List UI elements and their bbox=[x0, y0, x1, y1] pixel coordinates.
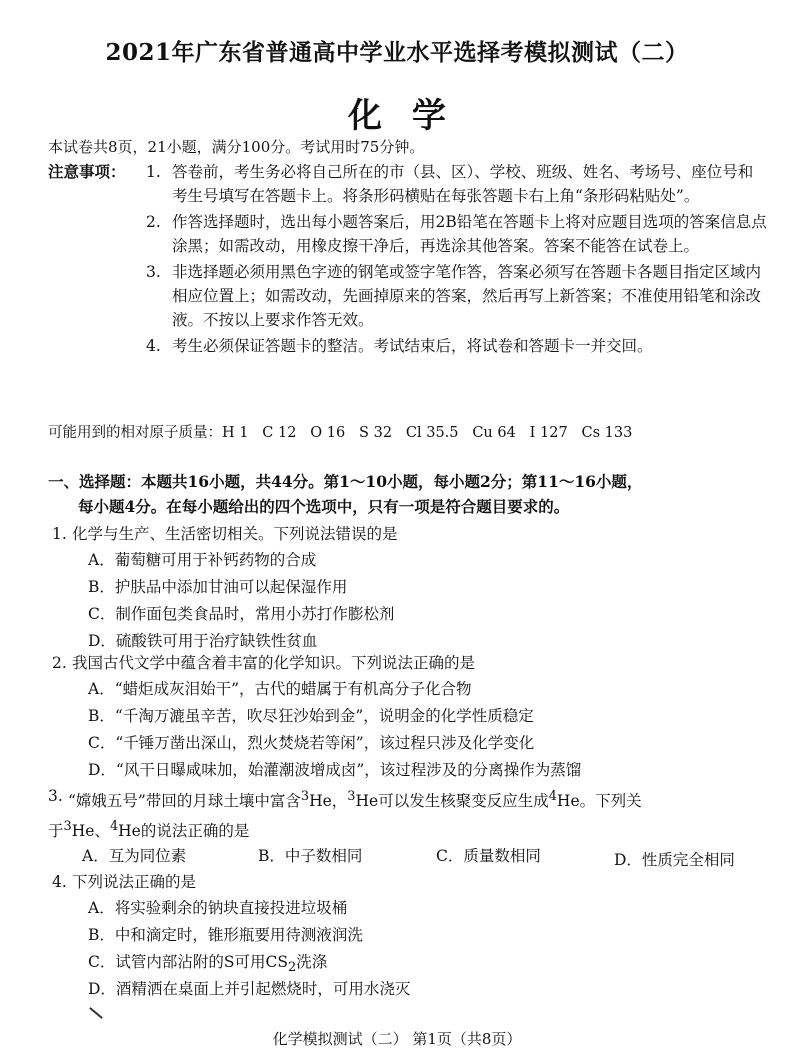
option-b: B．“千淘万漉虽辛苦，吹尽狂沙始到金”，说明金的化学性质稳定 bbox=[88, 707, 534, 725]
question-text: 化学与生产、生活密切相关。下列说法错误的是 bbox=[72, 525, 398, 543]
option-a: A．互为同位素 bbox=[82, 847, 187, 866]
exam-title: 2021年广东省普通高中学业水平选择考模拟测试（二） bbox=[105, 39, 689, 66]
mass-number: 4 bbox=[109, 819, 119, 835]
mass-number: 3 bbox=[63, 819, 72, 835]
page-footer: 化学模拟测试（二） 第1页（共8页） bbox=[272, 1030, 522, 1048]
note-item bbox=[146, 334, 768, 358]
note-text: 考生必须保证答题卡的整洁。考试结束后，将试卷和答题卡一并交回。 bbox=[172, 337, 653, 355]
options-row bbox=[48, 844, 768, 872]
pen-mark bbox=[89, 1007, 103, 1019]
question-text: He。下列关 bbox=[556, 792, 642, 811]
note-item bbox=[146, 260, 768, 332]
option-d: D．酒精洒在桌面上并引起燃烧时，可用水浇灭 bbox=[88, 980, 411, 998]
question-stem bbox=[52, 651, 772, 676]
question-4 bbox=[52, 870, 772, 1003]
exam-intro: 本试卷共8页，21小题，满分100分。考试用时75分钟。 bbox=[48, 138, 425, 156]
mass-number: 3 bbox=[347, 789, 356, 804]
question-stem bbox=[48, 784, 768, 814]
question-text: 下列说法正确的是 bbox=[72, 873, 197, 891]
question-number: 2. bbox=[52, 654, 67, 672]
question-text: He的说法正确的是 bbox=[118, 822, 250, 841]
question-stem bbox=[52, 522, 772, 547]
question-text: He、 bbox=[71, 822, 110, 841]
notes-block bbox=[48, 160, 768, 358]
option-d: D．“风干日曝咸味加，始灌潮波增成卤”，该过程涉及的分离操作为蒸馏 bbox=[88, 761, 582, 779]
question-text: “嫦娥五号”带回的月球土壤中富含 bbox=[68, 792, 301, 811]
option-a: A．将实验剩余的钠块直接投进垃圾桶 bbox=[88, 899, 348, 917]
question-1 bbox=[52, 522, 772, 655]
section-line: 每小题4分。在每小题给出的四个选项中，只有一项是符合题目要求的。 bbox=[78, 497, 570, 516]
question-text: 我国古代文学中蕴含着丰富的化学知识。下列说法正确的是 bbox=[72, 654, 476, 672]
note-number: 3. bbox=[146, 263, 161, 281]
note-text: 答卷前，考生务必将自己所在的市（县、区）、学校、班级、姓名、考场号、座位号和考生号填写在答题卡上。将条形码横贴在每张答题卡右上角“条形码粘贴处”。 bbox=[172, 163, 754, 205]
option-b: B．中子数相同 bbox=[258, 847, 363, 866]
note-number: 4. bbox=[146, 337, 161, 355]
mass-number: 4 bbox=[548, 789, 557, 804]
note-number: 1. bbox=[146, 163, 161, 181]
option-text: 洗涤 bbox=[296, 953, 328, 971]
option-c: C．质量数相同 bbox=[436, 847, 541, 866]
question-text: 于 bbox=[48, 822, 64, 841]
option-c bbox=[52, 949, 772, 976]
question-text: He可以发生核聚变反应生成 bbox=[355, 792, 549, 811]
option-text: C．试管内部沾附的S可用CS bbox=[88, 953, 288, 971]
question-3 bbox=[48, 784, 768, 872]
note-number: 2. bbox=[146, 213, 161, 231]
section-line: 一、选择题：本题共16小题，共44分。第1～10小题，每小题2分；第11～16小题， bbox=[48, 472, 643, 491]
question-number: 3. bbox=[48, 787, 63, 805]
notes-label: 注意事项： bbox=[48, 162, 126, 181]
question-number: 4. bbox=[52, 873, 67, 891]
subscript: 2 bbox=[287, 960, 297, 976]
section-heading bbox=[48, 469, 760, 519]
option-b: B．中和滴定时，锥形瓶要用待测液润洗 bbox=[88, 926, 363, 944]
note-item bbox=[146, 210, 768, 258]
atomic-mass-list: 可能用到的相对原子质量：H 1 C 12 O 16 S 32 Cl 35.5 Cu 64 I 127 Cs 133 bbox=[48, 425, 633, 441]
note-text: 非选择题必须用黑色字迹的钢笔或签字笔作答，答案必须写在答题卡各题目指定区域内相应位置上；如需改动，先画掉原来的答案，然后再写上新答案；不准使用铅笔和涂改液。不按以上要求作答无效。 bbox=[172, 263, 762, 329]
question-text: He， bbox=[309, 792, 348, 811]
question-stem bbox=[52, 870, 772, 895]
question-2 bbox=[52, 651, 772, 784]
option-c: C．“千锤万凿出深山，烈火焚烧若等闲”，该过程只涉及化学变化 bbox=[88, 734, 535, 752]
note-item bbox=[146, 160, 768, 208]
option-a: A．“蜡炬成灰泪始干”，古代的蜡属于有机高分子化合物 bbox=[88, 680, 472, 698]
option-b: B．护肤品中添加甘油可以起保湿作用 bbox=[88, 578, 348, 596]
option-c: C．制作面包类食品时，常用小苏打作膨松剂 bbox=[88, 605, 395, 623]
option-a: A．葡萄糖可用于补钙药物的合成 bbox=[88, 551, 317, 569]
mass-number: 3 bbox=[300, 789, 310, 804]
option-d: D．硫酸铁可用于治疗缺铁性贫血 bbox=[88, 632, 318, 650]
subject-title: 化学 bbox=[348, 96, 476, 136]
question-number: 1. bbox=[52, 525, 67, 543]
question-stem-continued bbox=[48, 814, 768, 844]
note-text: 作答选择题时，选出每小题答案后，用2B铅笔在答题卡上将对应题目选项的答案信息点涂黑；如需改动，用橡皮擦干净后，再选涂其他答案。答案不能答在试卷上。 bbox=[172, 213, 767, 255]
option-d: D．性质完全相同 bbox=[614, 851, 735, 870]
